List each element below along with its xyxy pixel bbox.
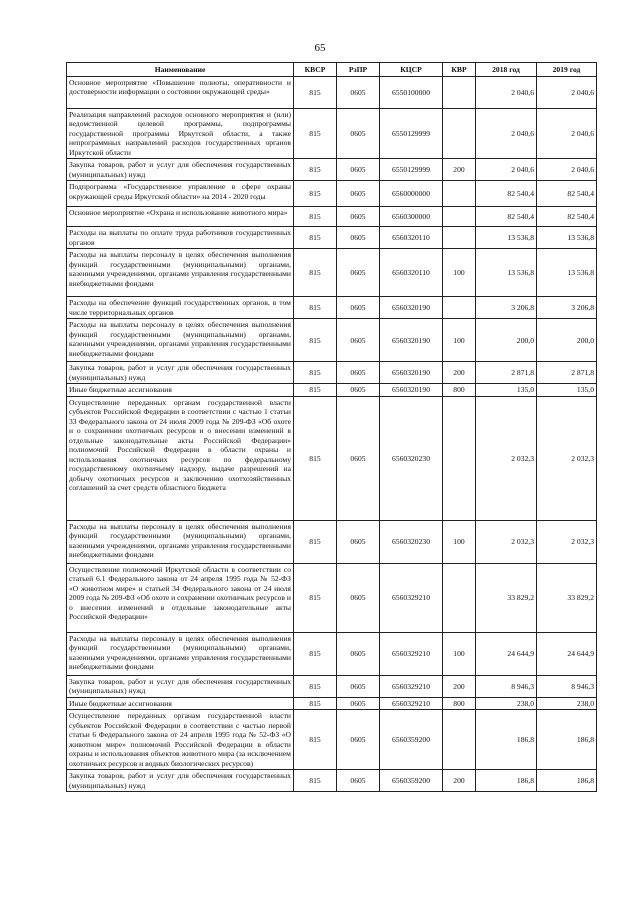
row-kcsr: 6560320230 xyxy=(380,396,443,520)
row-2019: 2 040,6 xyxy=(537,77,597,109)
row-rzpr: 0605 xyxy=(337,207,380,227)
table-row xyxy=(67,520,597,563)
header-name: Наименование xyxy=(67,63,294,77)
row-2019: 24 644,9 xyxy=(537,632,597,675)
row-kvr xyxy=(443,207,476,227)
table-row xyxy=(67,319,597,362)
row-kvr xyxy=(443,297,476,319)
table-row xyxy=(67,384,597,396)
row-kcsr: 6560359200 xyxy=(380,770,443,792)
row-kvr: 200 xyxy=(443,362,476,384)
row-2018: 3 206,8 xyxy=(476,297,537,319)
row-kvr xyxy=(443,109,476,159)
row-name: Осуществление переданных органам государственной власти субъектов Российской Федерации в соответствии с частью 1 статьи 33 Федерального закона от 24 июля 2009 года № 209-ФЗ «Об охоте и о сохранении охотничьих ресурсов и о внесении изменений в отдельные законодательные акты Российской Федерации» полномочий Российской Федерации в области охраны и использования охотничьих ресурсов по федеральному государственному охотничьему надзору, выдаче разрешений на добычу охотничьих ресурсов и заключению охотхозяйственных соглашений за счет средств областного бюджета xyxy=(67,396,294,520)
row-kvr: 200 xyxy=(443,770,476,792)
row-kvr xyxy=(443,710,476,770)
row-kcsr: 6550129999 xyxy=(380,109,443,159)
row-kvsr: 815 xyxy=(294,632,337,675)
row-kvsr: 815 xyxy=(294,384,337,396)
row-2018: 135,0 xyxy=(476,384,537,396)
row-kvr: 200 xyxy=(443,675,476,697)
header-2018: 2018 год xyxy=(476,63,537,77)
row-2019: 3 206,8 xyxy=(537,297,597,319)
row-rzpr: 0605 xyxy=(337,396,380,520)
row-kvr xyxy=(443,396,476,520)
row-2019: 135,0 xyxy=(537,384,597,396)
row-rzpr: 0605 xyxy=(337,632,380,675)
row-kvsr: 815 xyxy=(294,770,337,792)
row-kvsr: 815 xyxy=(294,181,337,207)
row-2018: 33 829,2 xyxy=(476,563,537,632)
row-kvsr: 815 xyxy=(294,396,337,520)
row-rzpr: 0605 xyxy=(337,710,380,770)
row-kvr xyxy=(443,77,476,109)
row-2019: 82 540,4 xyxy=(537,181,597,207)
row-kcsr: 6560320190 xyxy=(380,384,443,396)
row-2019: 200,0 xyxy=(537,319,597,362)
row-kcsr: 6560300000 xyxy=(380,207,443,227)
row-kvsr: 815 xyxy=(294,159,337,181)
table-row xyxy=(67,563,597,632)
header-kcsr: КЦСР xyxy=(380,63,443,77)
row-2019: 13 536,8 xyxy=(537,227,597,249)
row-2018: 2 040,6 xyxy=(476,77,537,109)
row-name: Иные бюджетные ассигнования xyxy=(67,384,294,396)
row-kvsr: 815 xyxy=(294,697,337,709)
row-name: Расходы на выплаты персоналу в целях обеспечения выполнения функций государственными (муниципальными) органами, казенными учреждениями, органами управления государственными внебюджетными фондами xyxy=(67,632,294,675)
row-2019: 2 040,6 xyxy=(537,109,597,159)
row-2019: 238,0 xyxy=(537,697,597,709)
row-2018: 2 040,6 xyxy=(476,159,537,181)
row-name: Закупка товаров, работ и услуг для обеспечения государственных (муниципальных) нужд xyxy=(67,770,294,792)
row-kvsr: 815 xyxy=(294,710,337,770)
header-2019: 2019 год xyxy=(537,63,597,77)
row-kcsr: 6560000000 xyxy=(380,181,443,207)
table-row xyxy=(67,396,597,520)
row-kcsr: 6560320190 xyxy=(380,362,443,384)
row-kvsr: 815 xyxy=(294,319,337,362)
page-number: 65 xyxy=(314,42,326,54)
row-kvsr: 815 xyxy=(294,520,337,563)
row-kcsr: 6560320110 xyxy=(380,249,443,297)
row-kcsr: 6560320110 xyxy=(380,227,443,249)
table-row xyxy=(67,77,597,109)
table-row xyxy=(67,249,597,297)
row-2018: 13 536,8 xyxy=(476,227,537,249)
row-name: Реализация направлений расходов основного мероприятия и (или) ведомственной целевой программы, подпрограммы государственной программы Иркутской области, а также непрограммных направлений расходов государственных органов Иркутской области xyxy=(67,109,294,159)
header-kvr: КВР xyxy=(443,63,476,77)
row-kvr: 100 xyxy=(443,632,476,675)
row-2018: 186,8 xyxy=(476,770,537,792)
row-kvsr: 815 xyxy=(294,249,337,297)
table-row xyxy=(67,675,597,697)
row-kvsr: 815 xyxy=(294,227,337,249)
table-row xyxy=(67,227,597,249)
row-kvsr: 815 xyxy=(294,297,337,319)
row-2018: 13 536,8 xyxy=(476,249,537,297)
row-name: Расходы на выплаты персоналу в целях обеспечения выполнения функций государственными (муниципальными) органами, казенными учреждениями, органами управления государственными внебюджетными фондами xyxy=(67,249,294,297)
row-name: Основное мероприятие «Повышение полноты, оперативности и достоверности информации о состоянии окружающей среды» xyxy=(67,77,294,109)
row-name: Расходы на выплаты персоналу в целях обеспечения выполнения функций государственными (муниципальными) органами, казенными учреждениями, органами управления государственными внебюджетными фондами xyxy=(67,520,294,563)
row-2018: 82 540,4 xyxy=(476,207,537,227)
row-name: Осуществление переданных органам государственной власти субъектов Российской Федерации в соответствии с частью первой статьи 6 Федерального закона от 24 апреля 1995 года № 52-ФЗ «О животном мире» полномочий Российской Федерации в области охраны и использования объектов животного мира (за исключением охотничьих ресурсов и водных биологических ресурсов) xyxy=(67,710,294,770)
table-row xyxy=(67,632,597,675)
row-rzpr: 0605 xyxy=(337,697,380,709)
row-2018: 2 032,3 xyxy=(476,520,537,563)
row-rzpr: 0605 xyxy=(337,675,380,697)
row-kvsr: 815 xyxy=(294,109,337,159)
row-2019: 13 536,8 xyxy=(537,249,597,297)
row-rzpr: 0605 xyxy=(337,181,380,207)
row-kcsr: 6560329210 xyxy=(380,563,443,632)
row-2018: 24 644,9 xyxy=(476,632,537,675)
row-rzpr: 0605 xyxy=(337,249,380,297)
table-header-row xyxy=(67,63,597,77)
row-name: Расходы на обеспечение функций государственных органов, в том числе территориальных органов xyxy=(67,297,294,319)
header-kvsr: КВСР xyxy=(294,63,337,77)
table-row xyxy=(67,181,597,207)
row-kvr: 800 xyxy=(443,384,476,396)
row-rzpr: 0605 xyxy=(337,109,380,159)
row-2018: 2 871,8 xyxy=(476,362,537,384)
row-2019: 8 946,3 xyxy=(537,675,597,697)
row-name: Иные бюджетные ассигнования xyxy=(67,697,294,709)
row-rzpr: 0605 xyxy=(337,770,380,792)
table-row xyxy=(67,159,597,181)
row-kvr: 200 xyxy=(443,159,476,181)
row-2018: 8 946,3 xyxy=(476,675,537,697)
table-row xyxy=(67,710,597,770)
row-kvsr: 815 xyxy=(294,77,337,109)
table-row xyxy=(67,362,597,384)
table-row xyxy=(67,297,597,319)
row-2019: 2 032,3 xyxy=(537,396,597,520)
row-2018: 2 040,6 xyxy=(476,109,537,159)
row-2019: 186,8 xyxy=(537,710,597,770)
row-kvsr: 815 xyxy=(294,207,337,227)
row-name: Закупка товаров, работ и услуг для обеспечения государственных (муниципальных) нужд xyxy=(67,362,294,384)
row-rzpr: 0605 xyxy=(337,384,380,396)
row-rzpr: 0605 xyxy=(337,227,380,249)
row-name: Закупка товаров, работ и услуг для обеспечения государственных (муниципальных) нужд xyxy=(67,675,294,697)
table-body xyxy=(67,77,597,792)
row-kcsr: 6560329210 xyxy=(380,697,443,709)
row-2019: 186,8 xyxy=(537,770,597,792)
table-row xyxy=(67,207,597,227)
table-row xyxy=(67,109,597,159)
row-kvsr: 815 xyxy=(294,563,337,632)
row-kcsr: 6550100000 xyxy=(380,77,443,109)
header-rzpr: РзПР xyxy=(337,63,380,77)
row-2018: 200,0 xyxy=(476,319,537,362)
table-row xyxy=(67,770,597,792)
row-kcsr: 6560329210 xyxy=(380,675,443,697)
row-rzpr: 0605 xyxy=(337,77,380,109)
table-row xyxy=(67,697,597,709)
row-2019: 33 829,2 xyxy=(537,563,597,632)
budget-table xyxy=(66,62,597,792)
row-kcsr: 6560329210 xyxy=(380,632,443,675)
row-name: Расходы на выплаты по оплате труда работников государственных органов xyxy=(67,227,294,249)
row-2019: 82 540,4 xyxy=(537,207,597,227)
row-2019: 2 040,6 xyxy=(537,159,597,181)
row-2018: 238,0 xyxy=(476,697,537,709)
row-rzpr: 0605 xyxy=(337,520,380,563)
row-2019: 2 871,8 xyxy=(537,362,597,384)
row-rzpr: 0605 xyxy=(337,563,380,632)
row-2018: 82 540,4 xyxy=(476,181,537,207)
row-kvr: 100 xyxy=(443,249,476,297)
row-kcsr: 6560320230 xyxy=(380,520,443,563)
row-kvr: 100 xyxy=(443,319,476,362)
row-kcsr: 6560320190 xyxy=(380,319,443,362)
row-kvr xyxy=(443,181,476,207)
row-kvsr: 815 xyxy=(294,362,337,384)
row-2018: 186,8 xyxy=(476,710,537,770)
row-rzpr: 0605 xyxy=(337,297,380,319)
row-kcsr: 6550129999 xyxy=(380,159,443,181)
row-rzpr: 0605 xyxy=(337,362,380,384)
row-kvr xyxy=(443,227,476,249)
row-name: Основное мероприятие «Охрана и использование животного мира» xyxy=(67,207,294,227)
row-rzpr: 0605 xyxy=(337,159,380,181)
row-2018: 2 032,3 xyxy=(476,396,537,520)
row-kvr: 800 xyxy=(443,697,476,709)
row-kvr: 100 xyxy=(443,520,476,563)
row-kvsr: 815 xyxy=(294,675,337,697)
row-2019: 2 032,3 xyxy=(537,520,597,563)
row-rzpr: 0605 xyxy=(337,319,380,362)
row-kvr xyxy=(443,563,476,632)
row-name: Закупка товаров, работ и услуг для обеспечения государственных (муниципальных) нужд xyxy=(67,159,294,181)
row-name: Расходы на выплаты персоналу в целях обеспечения выполнения функций государственными (муниципальными) органами, казенными учреждениями, органами управления государственными внебюджетными фондами xyxy=(67,319,294,362)
row-name: Подпрограмма «Государственное управление в сфере охраны окружающей среды Иркутской области» на 2014 - 2020 годы xyxy=(67,181,294,207)
row-kcsr: 6560359200 xyxy=(380,710,443,770)
row-name: Осуществление полномочий Иркутской области в соответствии со статьей 6.1 Федерального закона от 24 апреля 1995 года № 52-ФЗ «О животном мире» и статьей 34 Федерального закона от 24 июля 2009 года № 209-ФЗ «Об охоте и сохранении охотничьих ресурсов и о внесении изменений в отдельные законодательные акты Российской Федерации» xyxy=(67,563,294,632)
row-kcsr: 6560320190 xyxy=(380,297,443,319)
